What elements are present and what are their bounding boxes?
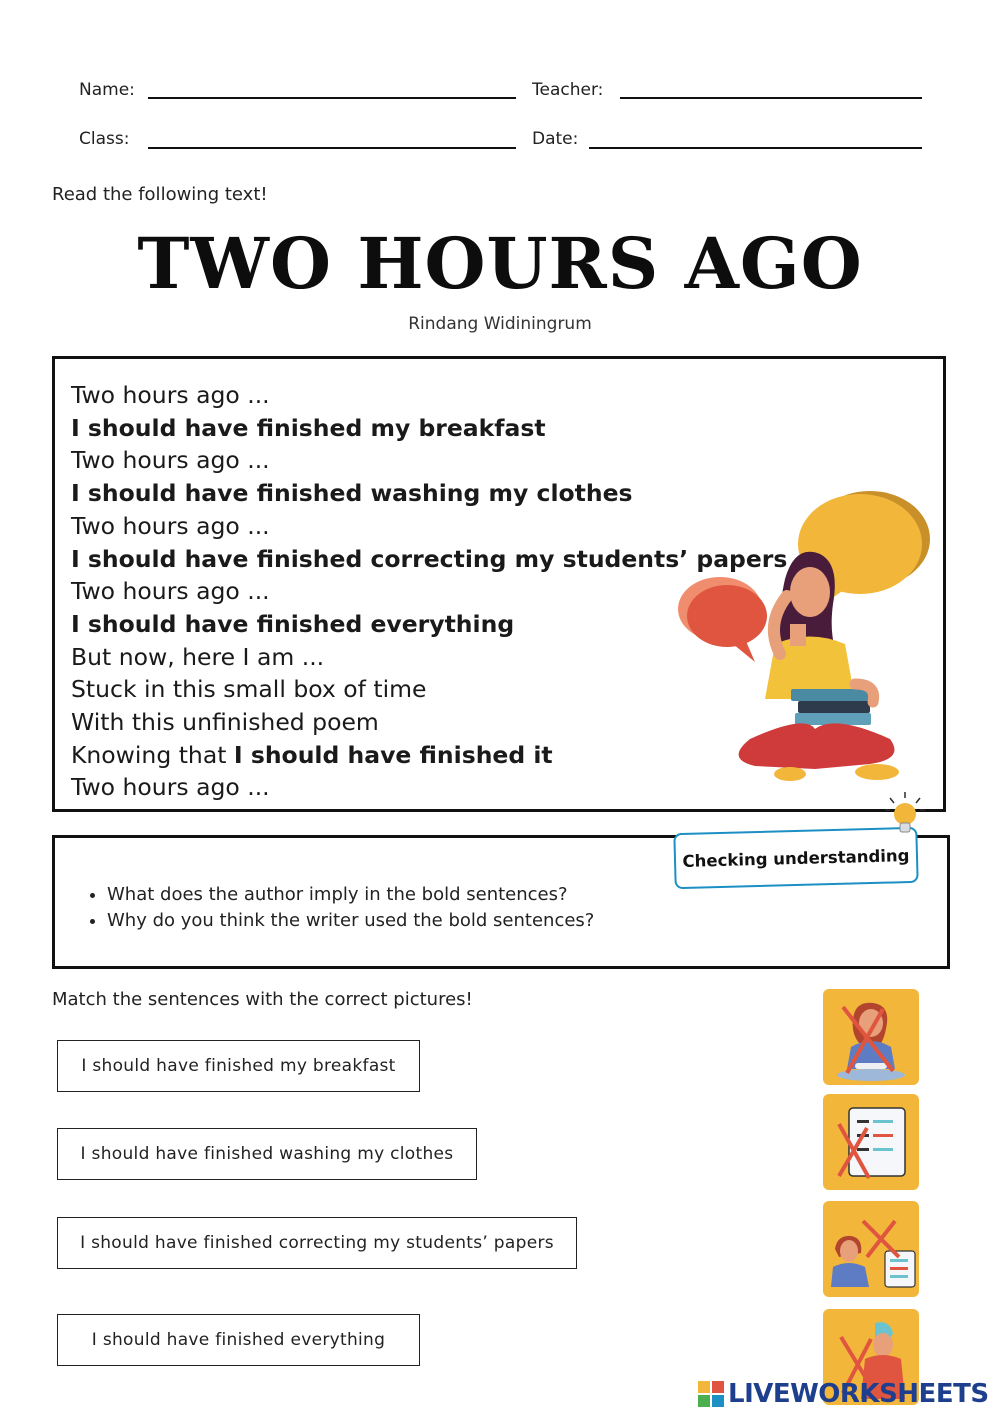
liveworksheets-logo: [698, 1378, 989, 1410]
class-label: Class:: [79, 129, 130, 149]
page-title: TWO HOURS AGO: [137, 222, 863, 305]
question-list: [107, 882, 594, 934]
poem-line-bold: I should have finished washing my clothes: [71, 479, 633, 508]
name-label: Name:: [79, 80, 135, 100]
sentence-box[interactable]: I should have finished everything: [57, 1314, 420, 1366]
poem-line: With this unfinished poem: [71, 708, 379, 737]
class-field[interactable]: [148, 147, 516, 149]
read-instruction: Read the following text!: [52, 184, 268, 205]
date-field[interactable]: [589, 147, 922, 149]
author-name: Rindang Widiningrum: [408, 314, 592, 334]
poem-line-bold: I should have finished correcting my students’ papers: [71, 544, 788, 573]
poem-box: [52, 356, 946, 812]
poem-line-bold: I should have finished my breakfast: [71, 413, 546, 442]
poem-line-plain-part: Knowing that: [71, 740, 234, 769]
sentence-box[interactable]: I should have finished correcting my students’ papers: [57, 1217, 577, 1269]
name-field[interactable]: [148, 97, 516, 99]
poem-line: Two hours ago ...: [71, 773, 270, 802]
poem-line-bold: I should have finished everything: [71, 609, 515, 638]
sentence-box[interactable]: I should have finished washing my clothes: [57, 1128, 477, 1180]
match-instruction: Match the sentences with the correct pictures!: [52, 989, 473, 1010]
checklist-crossed-icon[interactable]: [823, 1094, 919, 1190]
teacher-label: Teacher:: [532, 80, 604, 100]
poem-line: Two hours ago ...: [71, 577, 270, 606]
woman-with-checklist-crossed-icon[interactable]: [823, 1201, 919, 1297]
liveworksheets-logo-icon: [698, 1381, 724, 1407]
poem-line: Two hours ago ...: [71, 446, 270, 475]
teacher-field[interactable]: [620, 97, 922, 99]
poem-line-bold-part: I should have finished it: [233, 740, 553, 769]
date-label: Date:: [532, 129, 579, 149]
poem-line: Two hours ago ...: [71, 511, 270, 540]
eating-woman-crossed-icon[interactable]: [823, 989, 919, 1085]
poem-line: Stuck in this small box of time: [71, 675, 427, 704]
poem-line: But now, here I am ...: [71, 642, 325, 671]
checking-understanding-badge: Checking understanding: [673, 827, 918, 889]
thinking-woman-illustration: [615, 484, 935, 804]
lightbulb-icon: [884, 790, 926, 836]
sentence-box[interactable]: I should have finished my breakfast: [57, 1040, 420, 1092]
question-item: • What does the author imply in the bold sentences?: [107, 882, 594, 908]
speech-bubble-orange-icon: [678, 577, 767, 662]
question-item: • Why do you think the writer used the bold sentences?: [107, 908, 594, 934]
liveworksheets-brand-text: LIVEWORKSHEETS: [728, 1379, 989, 1409]
poem-line: Two hours ago ...: [71, 381, 270, 409]
